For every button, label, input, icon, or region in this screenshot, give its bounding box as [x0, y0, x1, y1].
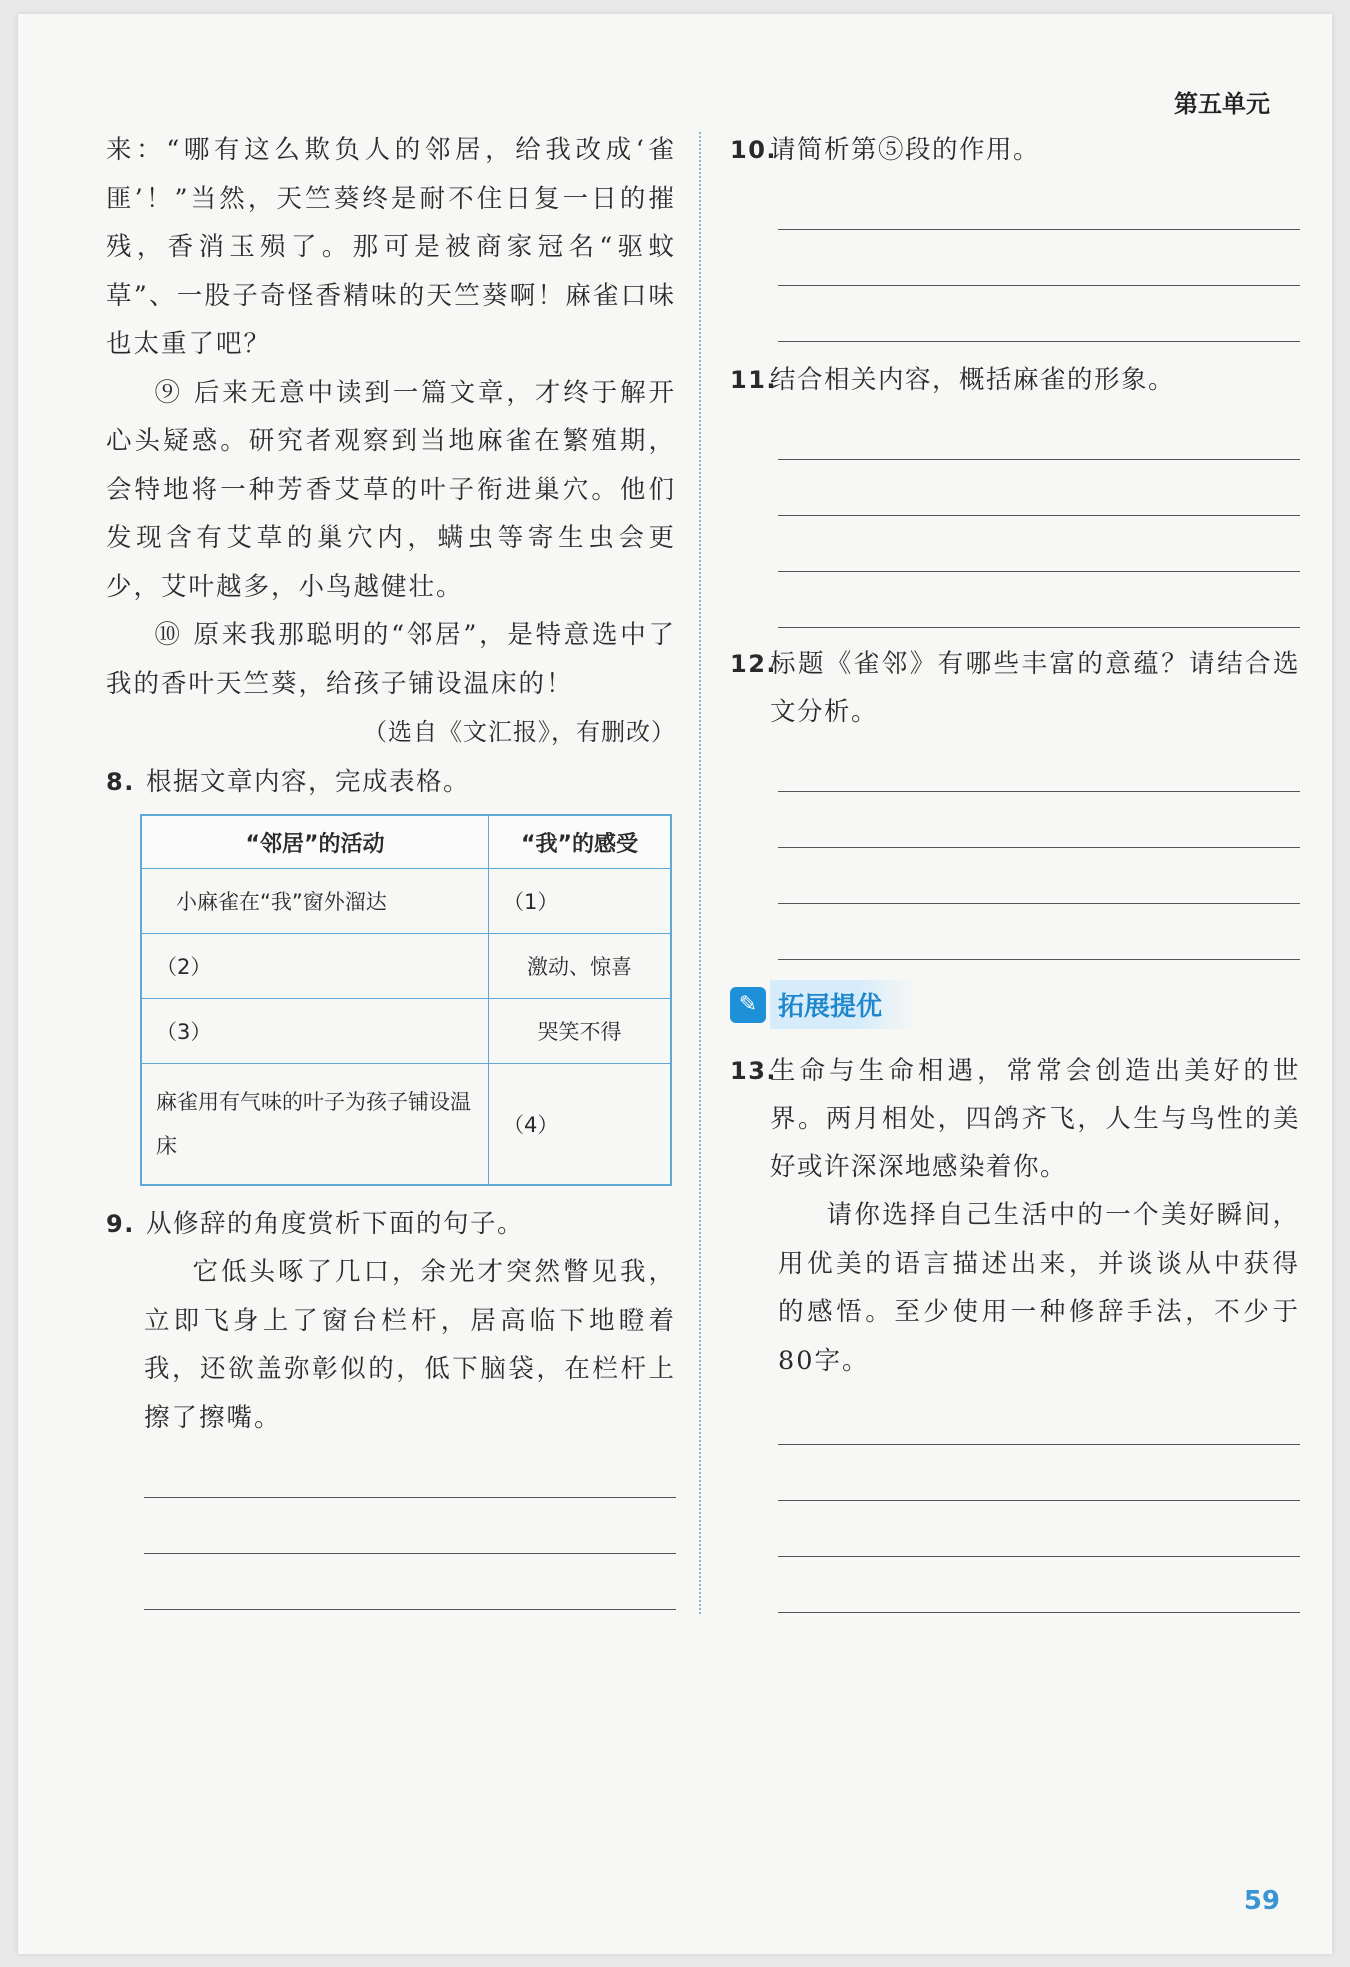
left-column — [106, 126, 676, 1610]
answer-line[interactable] — [778, 286, 1300, 342]
q13-task: 请你选择自己生活中的一个美好瞬间，用优美的语言描述出来，并谈谈从中获得的感悟。至少使用一种修辞手法，不少于80字。 — [778, 1200, 1300, 1376]
answer-line[interactable] — [778, 792, 1300, 848]
table-row — [141, 934, 671, 999]
right-column — [730, 126, 1300, 1613]
table-cell: 激动、惊喜 — [489, 934, 672, 999]
table-row — [141, 1064, 671, 1186]
answer-line[interactable] — [778, 1501, 1300, 1557]
workbook-page — [18, 14, 1332, 1954]
answer-line[interactable] — [778, 174, 1300, 230]
q9-content — [144, 1248, 676, 1610]
table-cell: 小麻雀在“我”窗外溜达 — [141, 869, 489, 934]
question-text: 标题《雀邻》有哪些丰富的意蕴？请结合选文分析。 — [770, 649, 1300, 727]
answer-line[interactable] — [778, 904, 1300, 960]
passage-paragraph-10: ⑩ 原来我那聪明的“邻居”，是特意选中了我的香叶天竺葵，给孩子铺设温床的！ — [106, 620, 676, 699]
answer-table — [140, 814, 672, 1186]
page-number: 59 — [1243, 1886, 1280, 1916]
question-number: 9. — [106, 1210, 135, 1238]
answer-line[interactable] — [144, 1554, 676, 1610]
unit-header: 第五单元 — [1174, 90, 1270, 118]
question-text: 根据文章内容，完成表格。 — [146, 767, 471, 797]
passage-paragraph-continued: 来：“哪有这么欺负人的邻居，给我改成‘雀匪’！”当然，天竺葵终是耐不住日复一日的摧残，香消玉殒了。那可是被商家冠名“驱蚊草”、一股子奇怪香精味的天竺葵啊！麻雀口味也太重了吧？ — [106, 135, 676, 359]
column-divider — [699, 132, 701, 1614]
question-number: 11. — [730, 366, 778, 394]
answer-lines — [778, 1389, 1300, 1613]
answer-line[interactable] — [778, 404, 1300, 460]
q13-content — [778, 1191, 1300, 1613]
question-8 — [106, 758, 676, 806]
answer-line[interactable] — [144, 1442, 676, 1498]
answer-lines — [144, 1442, 676, 1610]
question-text: 生命与生命相遇，常常会创造出美好的世界。两月相处，四鸽齐飞，人生与鸟性的美好或许深深地感染着你。 — [770, 1056, 1300, 1182]
question-12 — [730, 640, 1300, 736]
question-number: 13. — [730, 1057, 778, 1085]
question-number: 8. — [106, 768, 135, 796]
column-header: “我”的感受 — [489, 815, 672, 869]
question-10 — [730, 126, 1300, 174]
answer-line[interactable] — [778, 1557, 1300, 1613]
table-header-row — [141, 815, 671, 869]
pencil-icon: ✎ — [730, 987, 766, 1023]
answer-line[interactable] — [778, 736, 1300, 792]
answer-line[interactable] — [778, 460, 1300, 516]
column-header: “邻居”的活动 — [141, 815, 489, 869]
answer-line[interactable] — [778, 516, 1300, 572]
question-text: 从修辞的角度赏析下面的句子。 — [146, 1209, 525, 1239]
answer-line[interactable] — [778, 1445, 1300, 1501]
passage-source: （选自《文汇报》，有删改） — [363, 718, 676, 746]
question-text: 结合相关内容，概括麻雀的形象。 — [770, 365, 1176, 395]
question-number: 12. — [730, 650, 778, 678]
section-banner — [730, 980, 1300, 1029]
answer-line[interactable] — [778, 1389, 1300, 1445]
question-13 — [730, 1047, 1300, 1191]
answer-lines — [778, 404, 1300, 628]
answer-line[interactable] — [778, 572, 1300, 628]
question-number: 10. — [730, 136, 778, 164]
q9-quote: 它低头啄了几口，余光才突然瞥见我，立即飞身上了窗台栏杆，居高临下地瞪着我，还欲盖弥彰似的，低下脑袋，在栏杆上擦了擦嘴。 — [144, 1257, 676, 1433]
section-title: 拓展提优 — [770, 980, 916, 1029]
answer-cell[interactable]: （4） — [489, 1064, 672, 1186]
table-row — [141, 869, 671, 934]
answer-line[interactable] — [778, 230, 1300, 286]
answer-line[interactable] — [778, 848, 1300, 904]
answer-line[interactable] — [144, 1498, 676, 1554]
question-text: 请简析第⑤段的作用。 — [770, 135, 1041, 165]
answer-cell[interactable]: （3） — [141, 999, 489, 1064]
table-cell: 哭笑不得 — [489, 999, 672, 1064]
table-row — [141, 999, 671, 1064]
question-9 — [106, 1200, 676, 1248]
table-cell: 麻雀用有气味的叶子为孩子铺设温床 — [141, 1064, 489, 1186]
answer-cell[interactable]: （1） — [489, 869, 672, 934]
question-11 — [730, 356, 1300, 404]
passage-paragraph-9: ⑨ 后来无意中读到一篇文章，才终于解开心头疑惑。研究者观察到当地麻雀在繁殖期，会特地将一种芳香艾草的叶子衔进巢穴。他们发现含有艾草的巢穴内，螨虫等寄生虫会更少，艾叶越多，小鸟越健壮。 — [106, 377, 676, 602]
answer-lines — [778, 736, 1300, 960]
answer-cell[interactable]: （2） — [141, 934, 489, 999]
answer-lines — [778, 174, 1300, 342]
